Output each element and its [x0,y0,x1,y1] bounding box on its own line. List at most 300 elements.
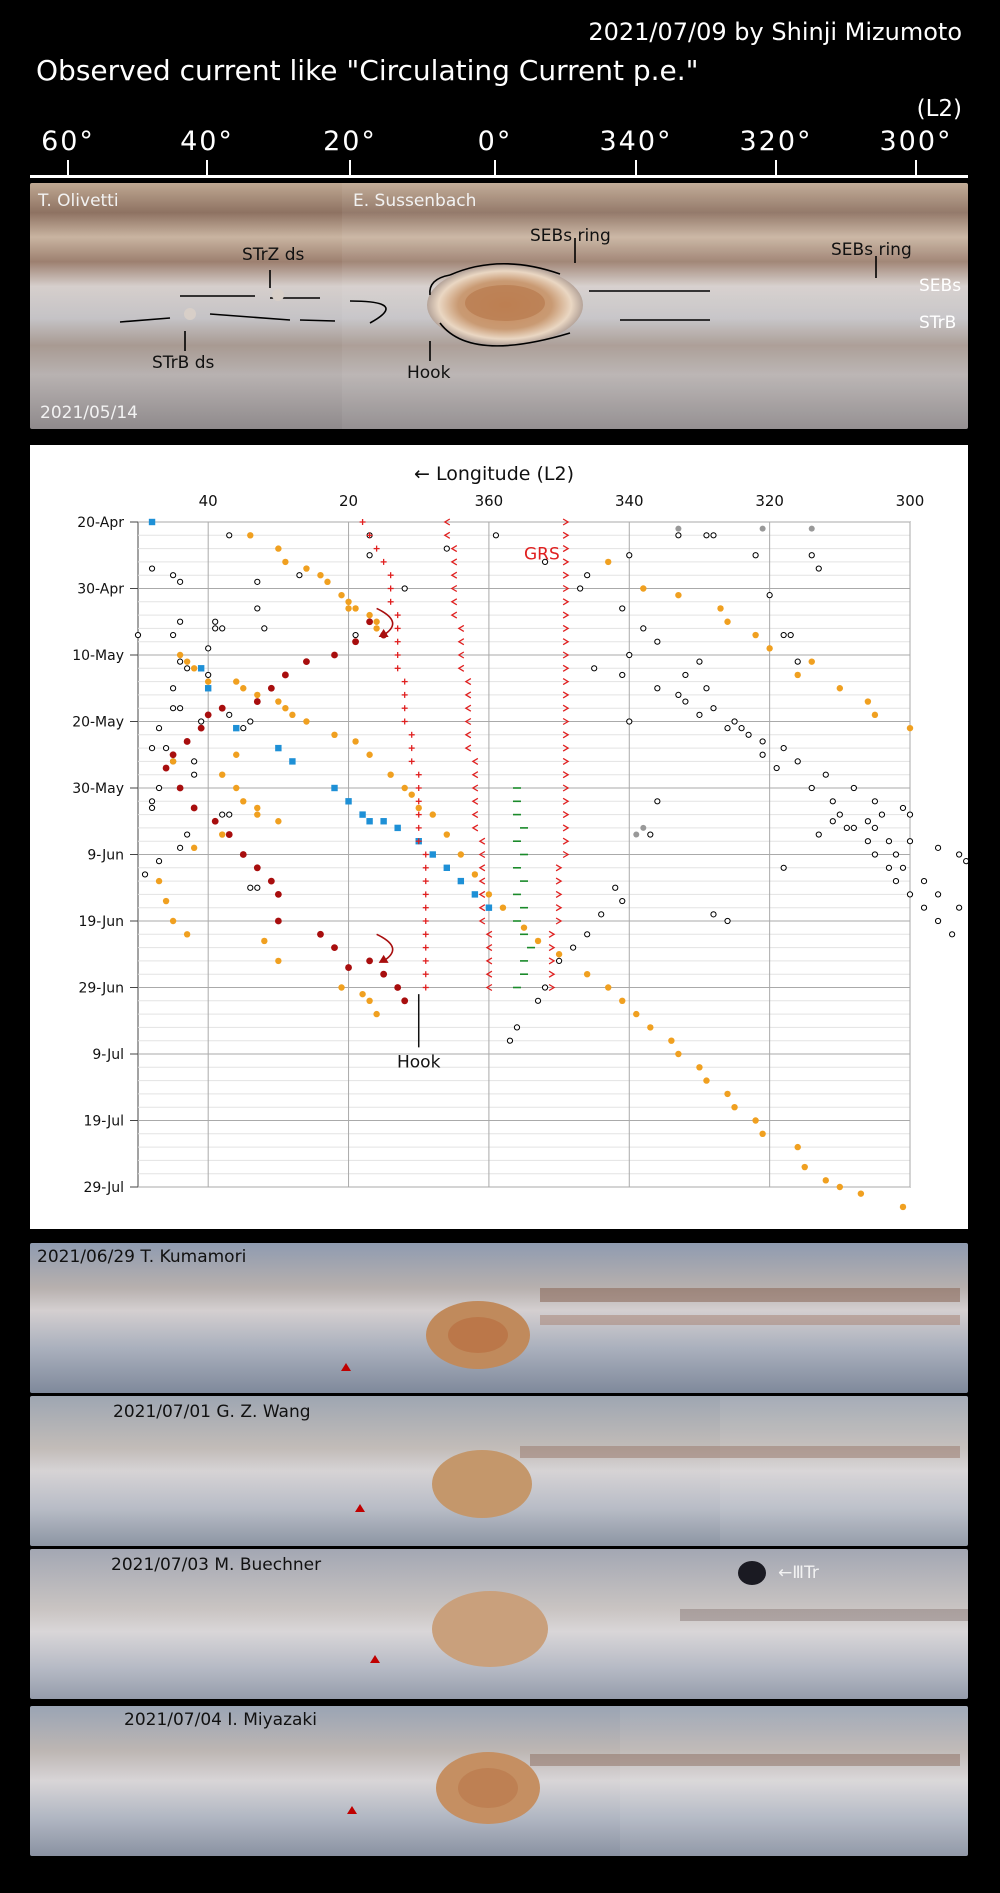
point-orange [795,672,801,678]
point-orange [500,905,506,911]
point-orange [521,924,527,930]
point-orange [191,665,197,671]
point-orange [233,785,239,791]
point-open [753,553,758,558]
point-orange [275,545,281,551]
point-open [227,812,232,817]
strb-band-label: STrB [919,313,957,333]
strz-ds-label: STrZ ds [242,245,305,265]
point-orange [640,585,646,591]
point-open [627,652,632,657]
point-orange [675,1051,681,1057]
point-open [957,852,962,857]
point-open [711,533,716,538]
point-open [964,859,968,864]
x-tick-label: 300 [895,492,925,510]
image-caption: 2021/07/01 G. Z. Wang [113,1402,311,1422]
point-orange [275,958,281,964]
grs-label: GRS [524,544,560,565]
point-orange [338,592,344,598]
point-open [795,659,800,664]
point-blue [380,818,386,824]
point-open [893,879,898,884]
point-orange [338,984,344,990]
point-open [156,859,161,864]
point-orange [430,811,436,817]
point-orange [254,692,260,698]
point-open [149,805,154,810]
point-orange [303,718,309,724]
point-darkred [401,997,408,1004]
point-open [900,865,905,870]
point-open [627,719,632,724]
point-open [844,825,849,830]
top-axis-label: 340° [599,126,673,157]
point-open [599,912,604,917]
top-axis-label: 60° [41,126,95,157]
point-orange [373,625,379,631]
point-open [676,533,681,538]
point-open [907,892,912,897]
point-orange [352,605,358,611]
point-open [367,553,372,558]
point-open [921,879,926,884]
point-darkred [219,705,226,712]
point-open [199,719,204,724]
point-open [683,699,688,704]
point-orange [191,845,197,851]
point-open [248,885,253,890]
point-open [781,865,786,870]
point-darkred [191,805,198,812]
point-gray [760,526,766,532]
point-open [620,672,625,677]
point-open [220,626,225,631]
point-open [795,759,800,764]
point-open [907,812,912,817]
point-orange [366,998,372,1004]
point-open [353,632,358,637]
point-open [542,985,547,990]
point-darkred [366,958,373,965]
point-open [192,772,197,777]
point-open [255,885,260,890]
point-orange [233,678,239,684]
point-open [135,632,140,637]
point-open [641,626,646,631]
point-open [170,573,175,578]
point-open [704,686,709,691]
point-open [893,852,898,857]
point-open [746,732,751,737]
point-orange [247,532,253,538]
point-orange [535,938,541,944]
point-gray [675,526,681,532]
point-open [248,719,253,724]
point-open [809,553,814,558]
point-open [170,686,175,691]
point-orange [752,1117,758,1123]
y-tick-label: 9-Jun [87,847,124,864]
point-open [149,799,154,804]
point-orange [254,811,260,817]
top-axis-label: 20° [323,126,377,157]
point-orange [724,1091,730,1097]
observer-left-label: T. Olivetti [38,191,119,211]
image-caption: 2021/07/03 M. Buechner [111,1555,322,1575]
jupiter-image-3 [30,1549,968,1699]
y-tick-label: 20-May [72,714,124,731]
point-darkred [177,785,184,792]
y-tick-label: 29-Jun [78,980,124,997]
point-open [227,533,232,538]
jupiter-image-top [30,183,968,429]
chart-title: ← Longitude (L2) [414,463,574,485]
point-orange [289,712,295,718]
point-orange [387,772,393,778]
point-orange [184,931,190,937]
x-tick-label: 320 [755,492,784,510]
point-orange [605,984,611,990]
point-open [760,752,765,757]
point-open [444,546,449,551]
point-open [872,799,877,804]
point-orange [647,1024,653,1030]
point-open [900,805,905,810]
point-open [170,632,175,637]
point-open [711,912,716,917]
point-orange [858,1190,864,1196]
point-open [886,865,891,870]
point-blue [289,758,295,764]
point-blue [149,519,155,525]
point-open [507,1038,512,1043]
point-gray [809,526,815,532]
point-open [178,845,183,850]
y-tick-label: 19-Jun [78,914,124,930]
point-orange [352,738,358,744]
point-open [592,666,597,671]
point-open [578,586,583,591]
x-tick-label: 340 [614,492,644,510]
point-open [185,832,190,837]
x-tick-label: 40 [198,492,218,510]
point-open [620,606,625,611]
point-orange [717,605,723,611]
x-tick-label: 20 [338,492,359,510]
point-darkred [345,964,352,971]
point-orange [261,938,267,944]
point-orange [373,1011,379,1017]
point-open [725,918,730,923]
top-axis-line [30,175,968,178]
strb-ds-label: STrB ds [152,353,215,373]
point-orange [303,565,309,571]
point-blue [430,851,436,857]
point-open [493,533,498,538]
page-title: Observed current like "Circulating Current p.e." [36,54,699,87]
point-open [697,659,702,664]
point-open [655,686,660,691]
point-open [697,712,702,717]
tr-label: ←ⅢTr [778,1563,819,1583]
point-open [620,898,625,903]
point-darkred [352,638,359,645]
point-open [865,819,870,824]
point-blue [205,685,211,691]
top-axis-label: 300° [879,126,953,157]
point-gray [633,832,639,838]
point-orange [486,891,492,897]
point-orange [282,705,288,711]
point-open [711,706,716,711]
point-open [872,852,877,857]
point-orange [823,1177,829,1183]
point-orange [275,698,281,704]
y-tick-label: 29-Jul [83,1180,124,1196]
point-orange [205,678,211,684]
point-darkred [394,984,401,991]
point-orange [675,592,681,598]
point-open [402,586,407,591]
point-open [957,905,962,910]
point-open [655,799,660,804]
image-date-label: 2021/05/14 [40,403,138,423]
point-darkred [303,658,310,665]
point-open [879,812,884,817]
point-darkred [380,971,387,978]
point-open [571,945,576,950]
point-open [816,832,821,837]
point-orange [837,1184,843,1190]
top-axis-label: 40° [180,126,234,157]
point-orange [731,1104,737,1110]
image-caption: 2021/06/29 T. Kumamori [37,1247,247,1267]
point-orange [401,785,407,791]
point-open [514,1025,519,1030]
point-blue [472,891,478,897]
point-orange [766,645,772,651]
point-orange [837,685,843,691]
point-darkred [184,738,191,745]
point-open [683,672,688,677]
top-axis-label: 0° [477,126,513,157]
point-darkred [226,831,233,838]
point-open [178,579,183,584]
y-tick-label: 9-Jul [92,1047,124,1063]
point-open [760,739,765,744]
point-gray [640,825,646,831]
point-orange [633,1011,639,1017]
point-orange [724,619,730,625]
point-darkred [163,765,170,772]
point-orange [809,658,815,664]
point-darkred [366,618,373,625]
point-open [950,932,955,937]
point-open [149,566,154,571]
point-open [535,998,540,1003]
image-caption: 2021/07/04 I. Miyazaki [124,1710,317,1730]
point-open [149,746,154,751]
point-open [886,839,891,844]
point-open [262,626,267,631]
point-darkred [170,751,177,758]
point-open [823,772,828,777]
point-open [163,746,168,751]
point-orange [444,831,450,837]
point-open [935,845,940,850]
point-orange [184,658,190,664]
point-open [921,905,926,910]
point-orange [759,1131,765,1137]
point-open [781,746,786,751]
point-open [185,666,190,671]
point-blue [198,665,204,671]
point-blue [275,745,281,751]
point-darkred [275,891,282,898]
point-orange [556,951,562,957]
point-orange [359,991,365,997]
point-blue [233,725,239,731]
point-blue [345,798,351,804]
point-orange [366,752,372,758]
point-orange [219,772,225,778]
point-orange [345,599,351,605]
point-open [837,812,842,817]
observer-right-label: E. Sussenbach [353,191,477,211]
point-open [676,692,681,697]
point-orange [872,712,878,718]
point-orange [458,851,464,857]
point-orange [331,732,337,738]
point-orange [802,1164,808,1170]
point-orange [416,805,422,811]
point-open [725,726,730,731]
point-orange [233,752,239,758]
point-open [739,726,744,731]
point-blue [366,818,372,824]
top-axis-label: 320° [739,126,813,157]
point-darkred [198,725,205,732]
point-blue [486,905,492,911]
point-blue [394,825,400,831]
point-open [170,706,175,711]
point-orange [219,831,225,837]
point-orange [668,1038,674,1044]
y-tick-label: 19-Jul [83,1113,124,1130]
y-tick-label: 10-May [72,648,124,664]
point-open [830,799,835,804]
system-label: (L2) [916,96,962,122]
point-open [585,932,590,937]
point-orange [907,725,913,731]
point-open [213,619,218,624]
point-orange [240,798,246,804]
hook-label: Hook [407,363,451,383]
point-open [865,839,870,844]
point-open [851,825,856,830]
point-open [907,839,912,844]
drift-chart [30,445,968,1229]
y-tick-label: 30-Apr [77,581,124,598]
point-darkred [254,864,261,871]
sebs-ring-label: SEBs ring [530,226,611,246]
sebs-ring-label-2: SEBs ring [831,240,912,260]
point-blue [331,785,337,791]
point-orange [324,579,330,585]
point-open [704,533,709,538]
point-orange [605,559,611,565]
point-orange [703,1077,709,1083]
point-open [241,726,246,731]
point-open [655,639,660,644]
point-open [178,706,183,711]
point-open [809,785,814,790]
point-open [935,892,940,897]
point-orange [282,559,288,565]
point-blue [444,865,450,871]
point-darkred [268,878,275,885]
point-orange [240,685,246,691]
drift-chart-panel [30,445,968,1229]
point-open [220,812,225,817]
x-tick-label: 360 [474,492,504,510]
point-open [648,832,653,837]
point-orange [170,918,176,924]
point-orange [795,1144,801,1150]
point-open [255,579,260,584]
point-open [142,872,147,877]
point-open [178,619,183,624]
point-open [781,632,786,637]
y-tick-label: 20-Apr [77,515,124,531]
point-darkred [331,652,338,659]
point-open [227,712,232,717]
point-darkred [240,851,247,858]
point-open [767,593,772,598]
point-darkred [282,672,289,679]
point-darkred [254,698,261,705]
point-orange [373,619,379,625]
point-darkred [212,818,219,825]
point-open [206,646,211,651]
jupiter-image-2 [30,1396,968,1546]
sebs-band-label: SEBs [919,276,962,296]
point-orange [317,572,323,578]
point-darkred [268,685,275,692]
jupiter-image-4 [30,1706,968,1856]
jupiter-image-1 [30,1243,968,1393]
point-orange [254,805,260,811]
point-orange [752,632,758,638]
point-orange [900,1204,906,1210]
point-open [851,785,856,790]
point-open [788,632,793,637]
point-open [178,659,183,664]
point-orange [163,898,169,904]
point-open [872,825,877,830]
point-open [156,785,161,790]
point-darkred [317,931,324,938]
point-open [830,819,835,824]
point-darkred [331,944,338,951]
point-orange [275,818,281,824]
point-orange [177,652,183,658]
point-orange [865,698,871,704]
point-open [613,885,618,890]
point-open [255,606,260,611]
point-open [192,759,197,764]
